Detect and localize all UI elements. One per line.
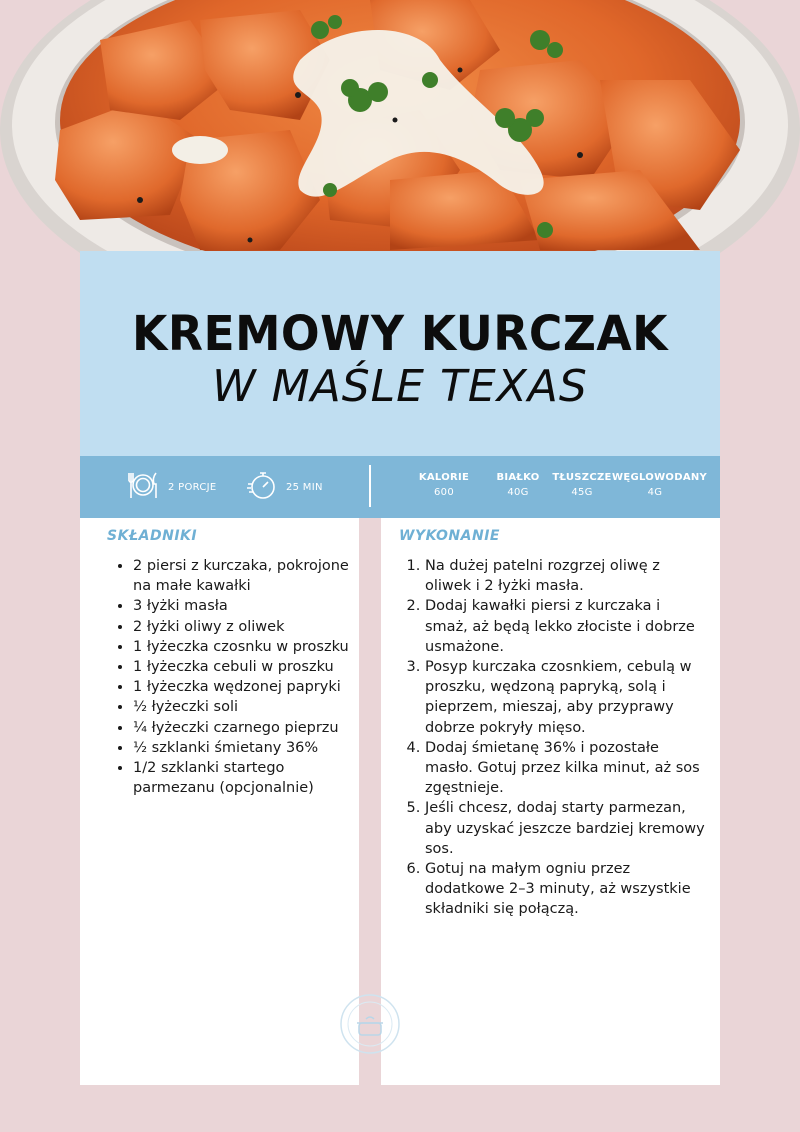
nutrition-carbs bbox=[612, 470, 708, 500]
title-card bbox=[80, 251, 720, 456]
time-label: 25 MIN bbox=[286, 481, 323, 493]
step-item: 5. Jeśli chcesz, dodaj starty parmezan, aby uzyskać jeszcze bardziej kremowy sos. bbox=[425, 798, 706, 859]
step-item: 3. Posyp kurczaka czosnkiem, cebulą w proszku, wędzoną papryką, solą i pieprzem, mieszaj, aby przyprawy dobrze pokryły mięso. bbox=[425, 657, 706, 738]
nutrition-value: 45G bbox=[571, 487, 593, 498]
nutrition-label: BIAŁKO bbox=[496, 472, 540, 483]
nutrition-protein bbox=[488, 470, 548, 500]
ingredient-item: • 3 łyżki masła bbox=[133, 596, 356, 616]
ingredient-item: • 1/2 szklanki startego parmezanu (opcjonalnie) bbox=[133, 758, 356, 798]
ingredient-item: • ¼ łyżeczki czarnego pieprzu bbox=[133, 718, 356, 738]
steps-heading: WYKONANIE bbox=[399, 528, 500, 544]
ingredient-item: • 1 łyżeczka czosnku w proszku bbox=[133, 637, 356, 657]
step-item: 2. Dodaj kawałki piersi z kurczaka i smaż, aż będą lekko złociste i dobrze usmażone. bbox=[425, 596, 706, 657]
ingredient-item: • 2 piersi z kurczaka, pokrojone na małe kawałki bbox=[133, 556, 356, 596]
nutrition-value: 600 bbox=[434, 487, 454, 498]
stopwatch-icon bbox=[246, 469, 278, 505]
step-item: 6. Gotuj na małym ogniu przez dodatkowe 2–3 minuty, aż wszystkie składniki się połączą. bbox=[425, 859, 706, 920]
ingredients-heading: SKŁADNIKI bbox=[107, 528, 198, 544]
ingredients-panel bbox=[80, 518, 359, 1085]
step-item: 4. Dodaj śmietanę 36% i pozostałe masło. Gotuj przez kilka minut, aż sos zgęstnieje. bbox=[425, 738, 706, 799]
steps-list bbox=[401, 556, 706, 920]
nutrition-calories bbox=[414, 470, 474, 500]
ingredient-item: • ½ łyżeczki soli bbox=[133, 697, 356, 717]
step-item: 1. Na dużej patelni rozgrzej oliwę z oliwek i 2 łyżki masła. bbox=[425, 556, 706, 596]
nutrition-fat bbox=[552, 470, 612, 500]
ingredient-item: • 1 łyżeczka cebuli w proszku bbox=[133, 657, 356, 677]
recipe-subtitle: W MAŚLE TEXAS bbox=[212, 361, 588, 412]
ingredient-item: • 1 łyżeczka wędzonej papryki bbox=[133, 677, 356, 697]
info-divider bbox=[369, 465, 371, 507]
ingredient-item: • ½ szklanki śmietany 36% bbox=[133, 738, 356, 758]
nutrition-label: WĘGLOWODANY bbox=[612, 472, 708, 483]
ingredients-list bbox=[100, 556, 356, 798]
nutrition-value: 40G bbox=[507, 487, 529, 498]
ingredient-item: • 2 łyżki oliwy z oliwek bbox=[133, 617, 356, 637]
servings-info bbox=[126, 456, 217, 518]
recipe-title: KREMOWY KURCZAK bbox=[132, 306, 668, 362]
pot-logo-stamp bbox=[339, 993, 401, 1055]
nutrition-label: KALORIE bbox=[418, 472, 470, 483]
nutrition-label: TŁUSZCZE bbox=[552, 472, 612, 483]
servings-label: 2 PORCJE bbox=[168, 481, 217, 493]
nutrition-value: 4G bbox=[647, 487, 663, 498]
plate-cutlery-icon bbox=[126, 468, 160, 506]
time-info bbox=[246, 456, 323, 518]
info-bar bbox=[80, 456, 720, 518]
steps-panel bbox=[381, 518, 720, 1085]
